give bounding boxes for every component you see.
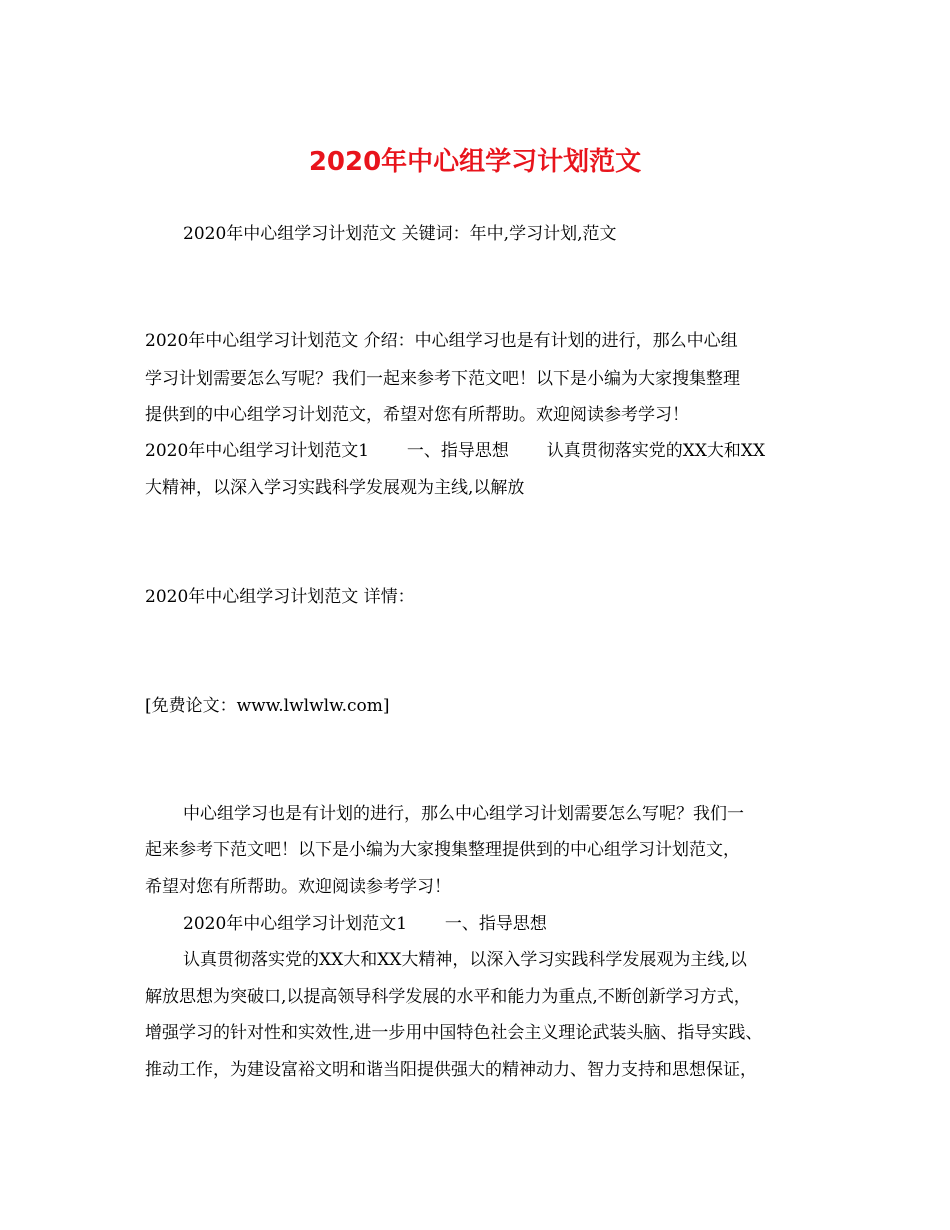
page-title: 2020年中心组学习计划范文 [308,147,642,177]
intro-line: 学习计划需要怎么写呢？我们一起来参考下范文吧！以下是小编为大家搜集整理 [145,369,740,389]
body-line: 解放思想为突破口,以提高领导科学发展的水平和能力为重点,不断创新学习方式， [145,987,751,1007]
intro-line: 提供到的中心组学习计划范文，希望对您有所帮助。欢迎阅读参考学习！ [145,405,689,425]
body-line: 增强学习的针对性和实效性,进一步用中国特色社会主义理论武装头脑、指导实践、 [145,1023,763,1043]
details-line: 2020年中心组学习计划范文 详情： [145,587,415,607]
body-line: 2020年中心组学习计划范文1 一、指导思想 [183,914,547,934]
body-line: 起来参考下范文吧！以下是小编为大家搜集整理提供到的中心组学习计划范文， [145,840,740,860]
source-line: [免费论文：www.lwlwlw.com] [145,696,390,716]
intro-line: 2020年中心组学习计划范文1 一、指导思想 认真贯彻落实党的XX大和XX [145,441,766,461]
body-line: 中心组学习也是有计划的进行，那么中心组学习计划需要怎么写呢？我们一 [183,804,744,824]
intro-line: 2020年中心组学习计划范文 介绍：中心组学习也是有计划的进行，那么中心组 [145,331,738,351]
intro-line: 大精神，以深入学习实践科学发展观为主线,以解放 [145,478,525,498]
keywords-line: 2020年中心组学习计划范文 关键词：年中,学习计划,范文 [183,224,617,244]
body-line: 推动工作，为建设富裕文明和谐当阳提供强大的精神动力、智力支持和思想保证， [145,1060,757,1080]
body-line: 认真贯彻落实党的XX大和XX大精神，以深入学习实践科学发展观为主线,以 [183,950,747,970]
body-line: 希望对您有所帮助。欢迎阅读参考学习！ [145,877,451,897]
